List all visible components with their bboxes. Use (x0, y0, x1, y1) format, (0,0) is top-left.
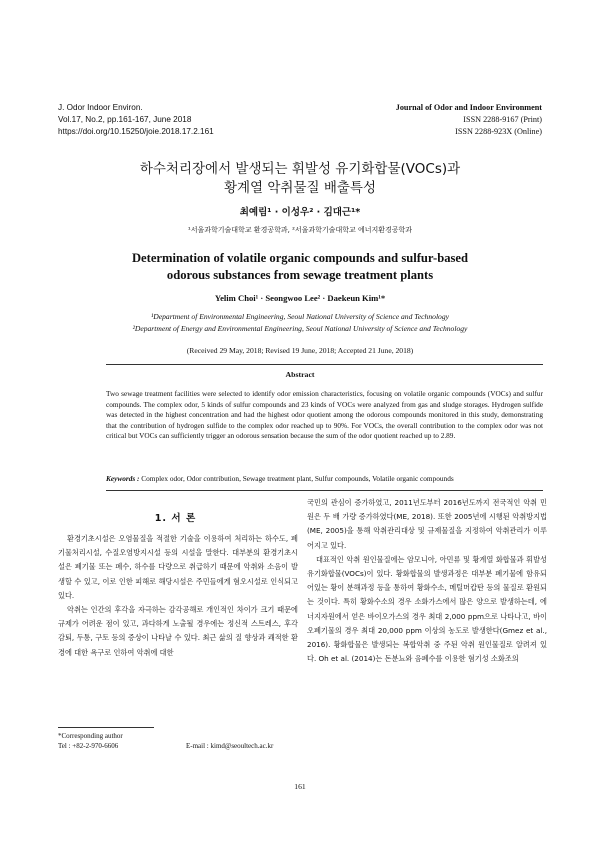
body-paragraph: 국민의 관심이 증가하였고, 2011년도부터 2016년도까지 전국적인 악취 민원은 두 배 가량 증가하였다(ME, 2018). 또한 2005년에 시행된 악취방지법(ME, 2005)을 통해 악취관리대상 및 규제물질을 지정하여 악취관리가 이루어지고 있다. (307, 498, 547, 550)
volume-pages: Vol.17, No.2, pp.161-167, June 2018 (58, 115, 192, 124)
keywords-label: Keywords : (106, 474, 140, 483)
journal-citation (58, 102, 214, 138)
telephone: Tel : +82-2-970-6606 (58, 742, 119, 750)
english-affiliation-line2: ²Department of Energy and Environmental Engineering, Seoul National University of Science and Technology (132, 324, 468, 333)
english-authors: Yelim Choi¹ · Seongwoo Lee² · Daekeun Kim¹* (214, 293, 386, 303)
section-title-introduction: 1. 서 론 (154, 513, 197, 524)
abstract-bottom-rule (106, 490, 543, 491)
abstract-top-rule (106, 364, 543, 365)
korean-authors: 최예림¹ · 이성우² · 김대근¹* (239, 207, 361, 218)
korean-title-line2: 황계열 악취물질 배출특성 (223, 180, 377, 196)
doi-link[interactable]: https://doi.org/10.15250/joie.2018.17.2.161 (58, 127, 214, 136)
body-paragraph: 대표적인 악취 원인물질에는 암모니아, 아민류 및 황계열 화합물과 휘발성 유기화합물(VOCs)이 있다. 황화합물의 발생과정은 대부분 폐기물에 함유되어있는 황이 분해과정 등을 통하여 황화수소, 메틸머캅탄 등의 물질로 환원되는 것이다. 특히 황화수소의 경우 소화가스에서 많은 양으로 발생하는데, 에너지자원에서 얻은 바이오가스의 경우 최대 2,000 ppm으로 나타나고, 바이오폐기물의 경우 최대 20,000 ppm 이상의 농도로 발생한다(Gmez et al., 2016). 황화합물은 발생되는 복합악취 중 주된 악취 원인물질로 알려져 있다. Oh et al. (2014)는 돈분뇨와 음폐수를 이용한 혐기성 소화조의 (307, 554, 547, 664)
body-paragraph: 환경기초시설은 오염물질을 적절한 기술을 이용하여 처리하는 하수도, 폐기물처리시설, 수질오염방지시설 등의 시설을 말한다. 대부분의 환경기초시설은 폐기물 또는 폐수, 하수를 다량으로 취급하기 때문에 악취와 소음이 발생할 수 있고, 이로 인한 피해로 해당시설은 주민들에게 혐오시설로 인식되고 있다. (58, 534, 298, 600)
issn-print: ISSN 2288-9167 (Print) (463, 115, 542, 124)
issn-online: ISSN 2288-923X (Online) (455, 127, 542, 136)
english-title-line2: odorous substances from sewage treatment plants (166, 268, 434, 282)
abstract-heading: Abstract (285, 370, 315, 379)
journal-info (396, 102, 542, 138)
journal-name: Journal of Odor and Indoor Environment (395, 103, 542, 112)
body-right-column (307, 496, 547, 666)
english-title-line1: Determination of volatile organic compounds and sulfur-based (131, 251, 469, 265)
body-left-column (58, 532, 298, 660)
korean-affiliation: ¹서울과학기술대학교 환경공학과, ²서울과학기술대학교 에너지환경공학과 (187, 226, 413, 234)
corresponding-label: *Corresponding author (58, 732, 123, 740)
page-number: 161 (294, 782, 306, 791)
keywords-list: Complex odor, Odor contribution, Sewage treatment plant, Sulfur compounds, Volatile organic compounds (141, 474, 454, 483)
english-affiliation (0, 311, 600, 335)
email[interactable]: E-mail : kimd@seoultech.ac.kr (186, 742, 274, 750)
received-dates: (Received 29 May, 2018; Revised 19 June, 2018; Accepted 21 June, 2018) (186, 346, 414, 355)
abstract-body: Two sewage treatment facilities were selected to identify odor emission characteristics, focusing on volatile organic compounds (VOCs) and sulfur compounds. The complex odor, 5 kinds of sulfur compounds and 23 kinds of VOCs were analyzed from gas and sludge storages. Hydrogen sulfide was detected in the highest concentration and had the highest odor quotient among the odorous compounds monitored in this study, demonstrating that the contribution of hydrogen sulfide to the complex odor reached up to 90%. For VOCs, the overall contribution to the complex odor was not critical but VOCs can sufficiently trigger an odorous sensation because the sum of the odor quotient reached up to 2.89. (106, 389, 543, 441)
footnote-rule (58, 727, 154, 728)
english-affiliation-line1: ¹Department of Environmental Engineering, Seoul National University of Science and Technology (150, 312, 450, 321)
journal-abbrev: J. Odor Indoor Environ. (58, 103, 143, 112)
korean-title-line1: 하수처리장에서 발생되는 휘발성 유기화합물(VOCs)과 (139, 161, 461, 177)
korean-title (0, 160, 600, 198)
body-paragraph: 악취는 인간의 후각을 자극하는 감각공해로 개인적인 차이가 크기 때문에 규제가 어려운 점이 있고, 과다하게 노출될 경우에는 정신적 스트레스, 후각감퇴, 두통, 구토 등의 증상이 나타날 수 있다. 최근 삶의 질 향상과 쾌적한 환경에 대한 욕구로 인하여 악취에 대한 (58, 605, 298, 657)
keywords (106, 474, 543, 485)
english-title (0, 250, 600, 284)
corresponding-author-footnote (58, 731, 298, 751)
